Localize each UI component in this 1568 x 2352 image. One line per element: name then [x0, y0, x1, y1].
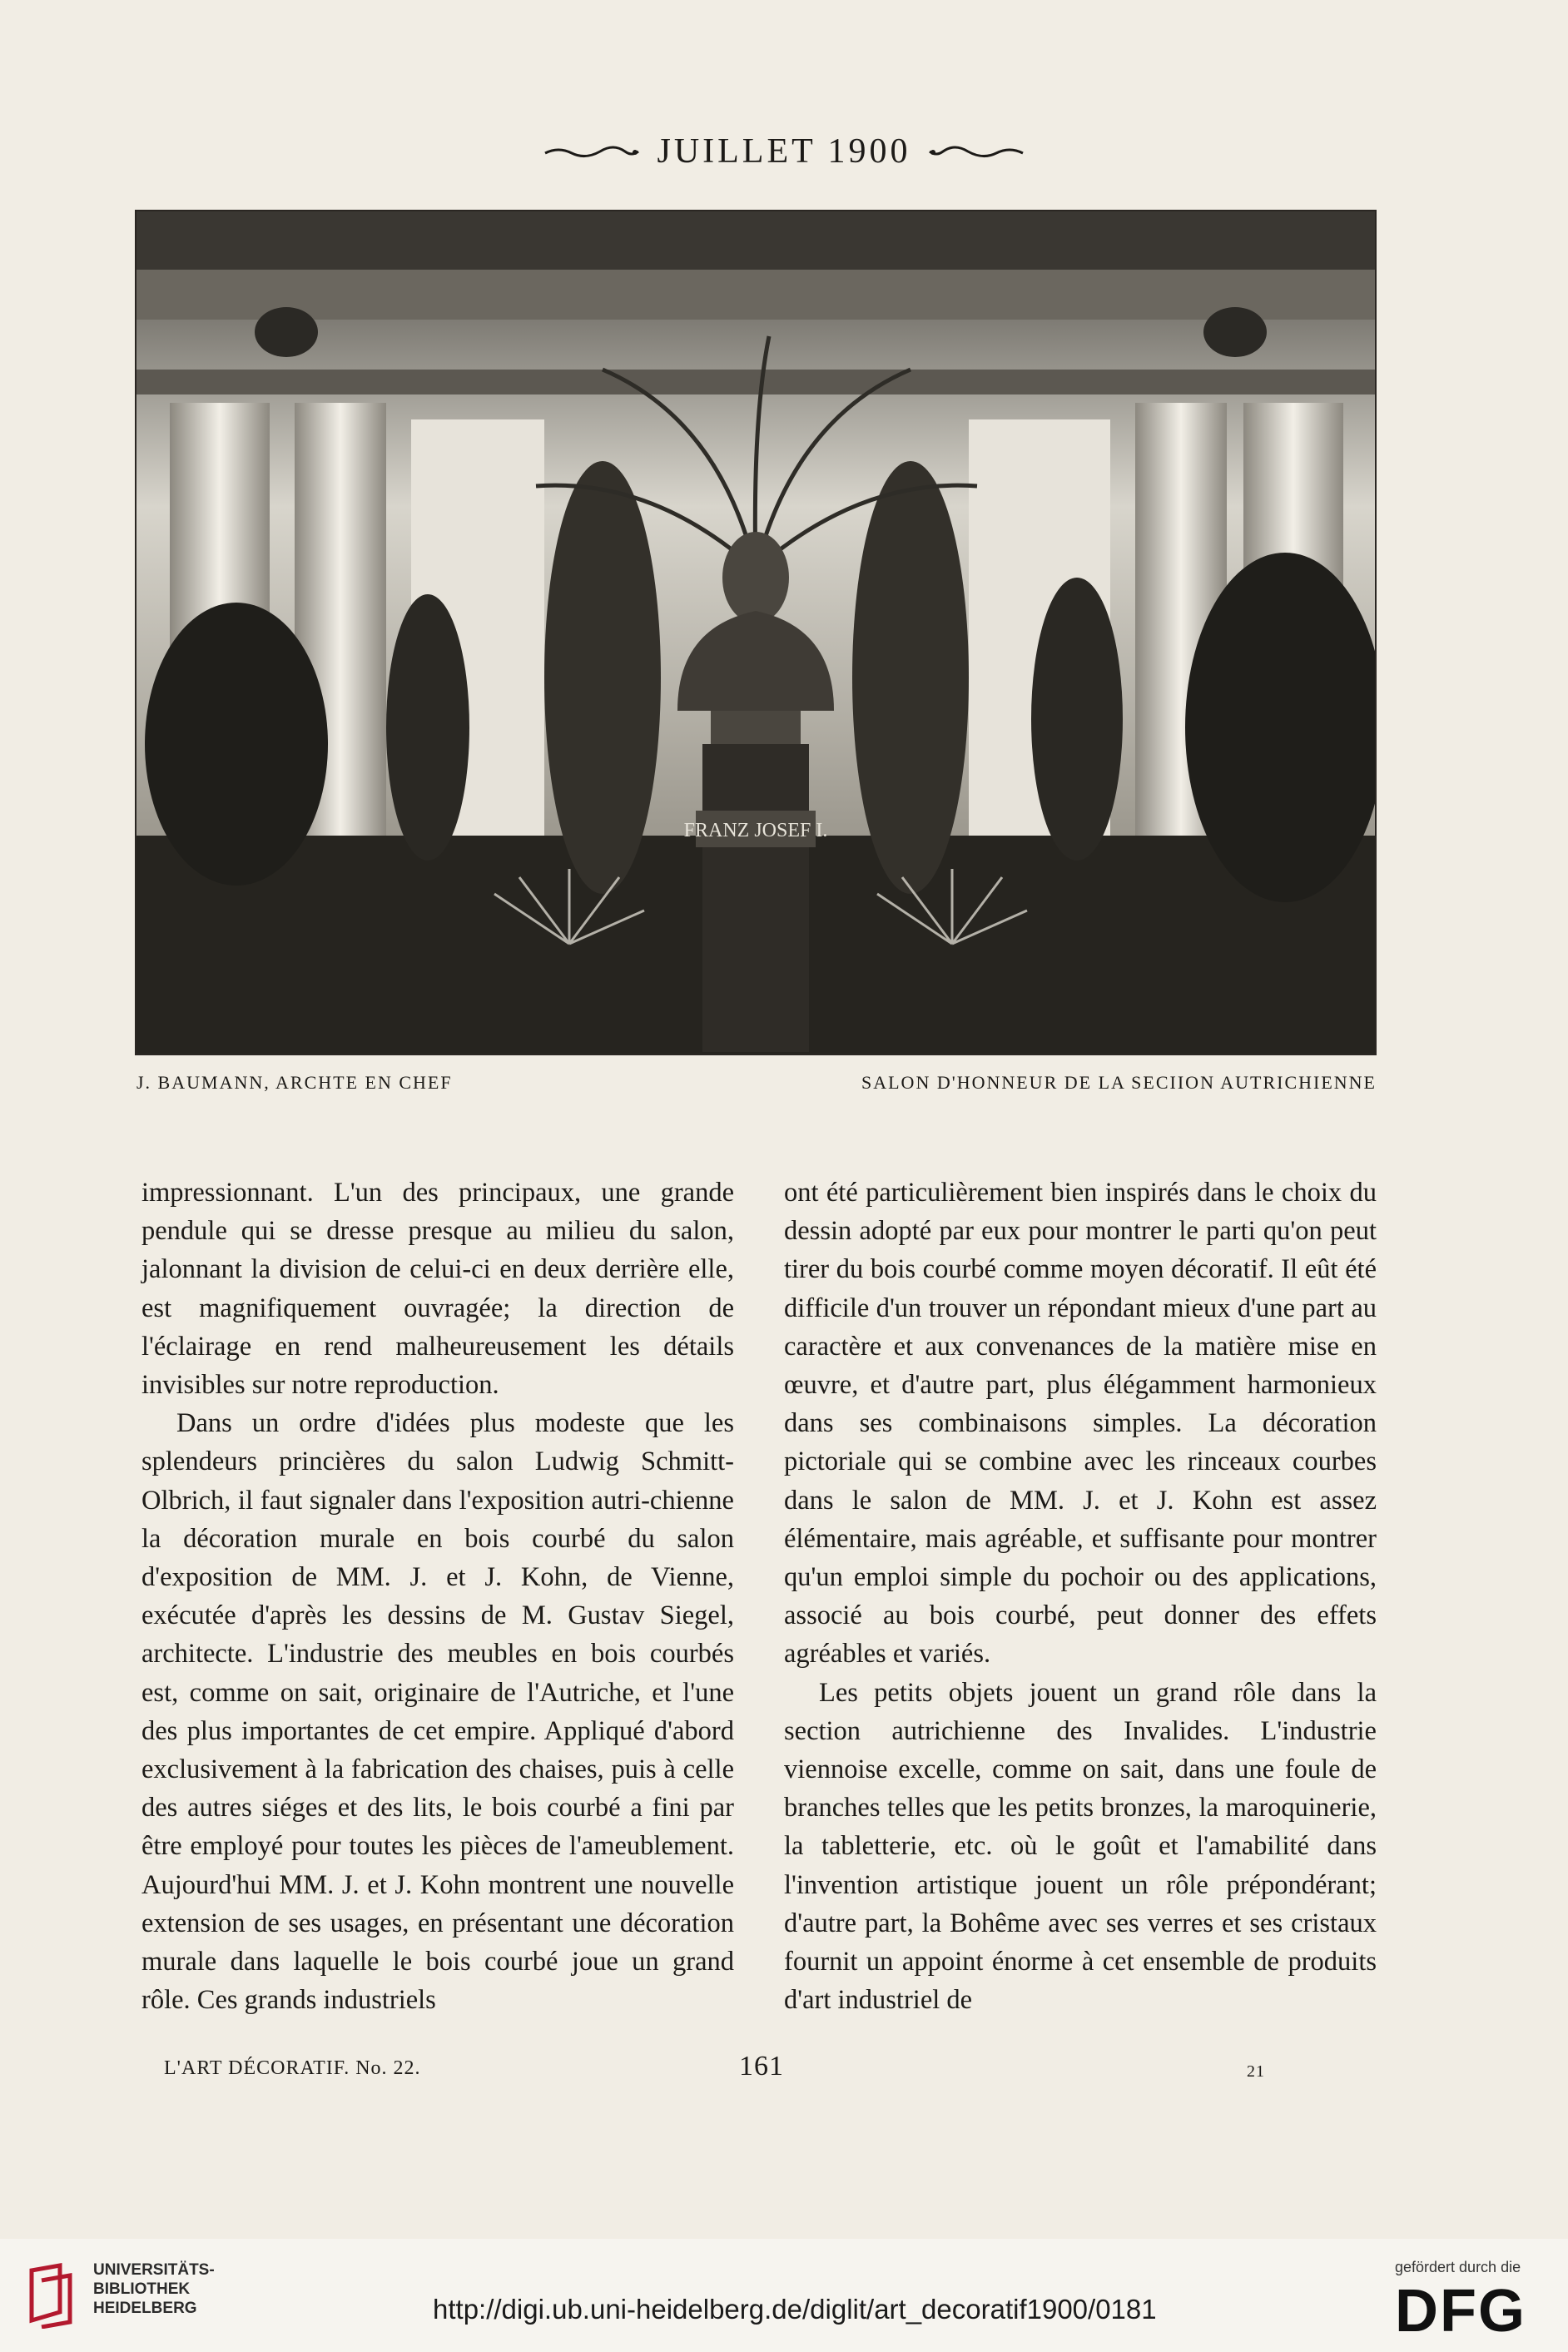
signature-mark: 21 — [1247, 2062, 1265, 2081]
journal-name: L'ART DÉCORATIF. No. 22. — [164, 2057, 421, 2079]
page-header — [0, 131, 1568, 171]
university-library-logo-icon — [27, 2262, 78, 2329]
right-ornament-icon — [926, 140, 1026, 163]
photo-caption: SALON D'HONNEUR DE LA SECIION AUTRICHIENNE — [861, 1072, 1377, 1093]
paragraph: Les petits objets jouent un grand rôle dans la section autrichienne des Invalides. L'industrie viennoise excelle, comme on sait, dans une foule de branches telles que les petits bronzes, la maroquinerie, la tabletterie, etc. où le goût et l'amabilité dans l'invention artistique jouent un rôle prépondérant; d'autre part, la Bohême avec ses verres et ses cristaux fournit un appoint énorme à cet ensemble de produits d'art industriel de — [784, 1677, 1377, 2016]
dfg-logo: DFG — [1395, 2278, 1526, 2345]
bust-inscription: FRANZ JOSEF I. — [683, 820, 828, 841]
paragraph: ont été particulièrement bien inspirés dans le choix du dessin adopté par eux pour montrer le parti qu'on peut tirer du bois courbé comme moyen décoratif. Il eût été difficile d'un trouver un répondant mieux d'une part au caractère et aux convenances de la matière mise en œuvre, et d'autre part, plus élégamment harmonieux dans ses combinaisons simples. La décoration pictoriale qui se combine avec les rinceaux courbes dans le salon de MM. J. et J. Kohn est assez élémentaire, mais agréable, et suffisante pour montrer qu'un emploi simple du pochoir ou des applications, associé au bois courbé, peut donner des effets agréables et variés. — [784, 1178, 1377, 1670]
page-title: JUILLET 1900 — [657, 132, 911, 171]
salon-photograph — [135, 210, 1377, 1055]
left-ornament-icon — [542, 140, 642, 163]
paragraph: impressionnant. L'un des principaux, une grande pendule qui se dresse presque au milieu du salon, jalonnant la division de celui-ci en deux derrière elle, est magnifiquement ouvragée; la direction de l'éclairage en rend malheureusement les détails invisibles sur notre reproduction. — [141, 1178, 734, 1401]
paragraph: Dans un ordre d'idées plus modeste que les splendeurs princières du salon Ludwig Schmitt-Olbrich, il faut signaler dans l'exposition autri-chienne la décoration murale en bois courbé du salon d'exposition de MM. J. et J. Kohn, de Vienne, exécutée d'après les dessins de M. Gustav Siegel, architecte. L'industrie des meubles en bois courbés est, comme on sait, originaire de l'Autriche, et l'une des plus importantes de cet empire. Appliqué d'abord exclusivement à la fabrication des chaises, puis à celle des autres siéges et des lits, le bois courbé a fini par être employé pour toutes les pièces de l'ameublement. Aujourd'hui MM. J. et J. Kohn montrent une nouvelle extension de ses usages, en présentant une décoration murale dans laquelle le bois courbé joue un grand rôle. Ces grands industriels — [141, 1408, 734, 2016]
page-number: 161 — [739, 2051, 784, 2082]
source-url-link[interactable]: http://digi.ub.uni-heidelberg.de/diglit/art_decoratif1900/0181 — [433, 2294, 1157, 2325]
funded-by-label: gefördert durch die — [1395, 2259, 1521, 2275]
library-name: UNIVERSITÄTS- BIBLIOTHEK HEIDELBERG — [93, 2261, 215, 2317]
right-text-column — [784, 1174, 1377, 2019]
architect-caption: J. BAUMANN, ARCHTE EN CHEF — [136, 1072, 453, 1093]
left-text-column — [141, 1174, 734, 2019]
